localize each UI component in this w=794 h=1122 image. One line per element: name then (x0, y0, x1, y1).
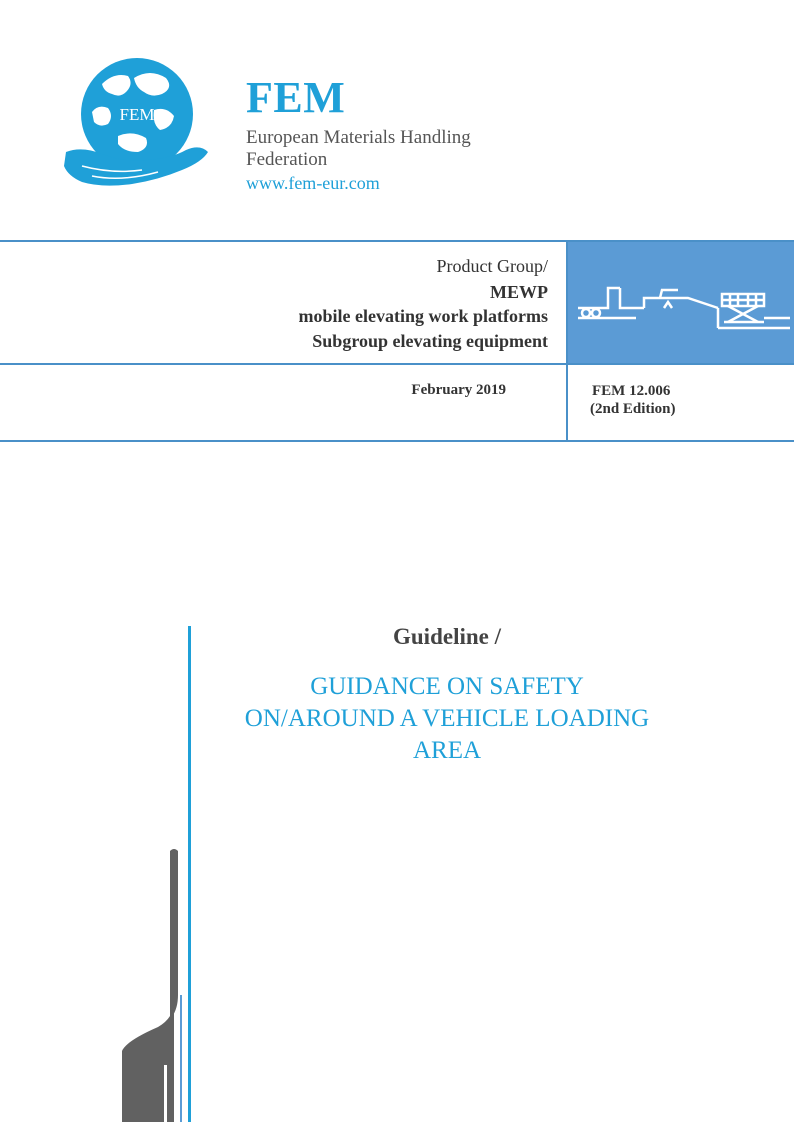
org-name-line2: Federation (246, 149, 328, 170)
document-title (191, 671, 703, 767)
band-middle-divider (0, 363, 794, 365)
org-acronym: FEM (246, 73, 346, 122)
document-date: February 2019 (411, 382, 506, 398)
title-line: ON/AROUND A VEHICLE LOADING (244, 705, 650, 732)
product-subgroup: Subgroup elevating equipment (312, 331, 548, 351)
title-line: AREA (412, 737, 482, 764)
product-group-name: mobile elevating work platforms (298, 306, 548, 326)
org-website-link[interactable]: www.fem-eur.com (246, 173, 380, 193)
org-name-line1: European Materials Handling (246, 127, 471, 148)
document-number: FEM 12.006 (592, 383, 671, 399)
product-group-code: MEWP (490, 282, 548, 302)
logo-text: FEM (119, 105, 155, 124)
decorative-bar-graphic (118, 845, 198, 1122)
mewp-pictogram-icon (568, 242, 794, 363)
document-type: Guideline / (393, 624, 501, 649)
title-line: GUIDANCE ON SAFETY (310, 673, 584, 700)
product-group-label: Product Group/ (436, 256, 548, 276)
product-group-panel (568, 242, 794, 363)
fem-logo (62, 54, 212, 200)
document-edition: (2nd Edition) (590, 401, 676, 417)
band-bottom-divider (0, 440, 794, 442)
